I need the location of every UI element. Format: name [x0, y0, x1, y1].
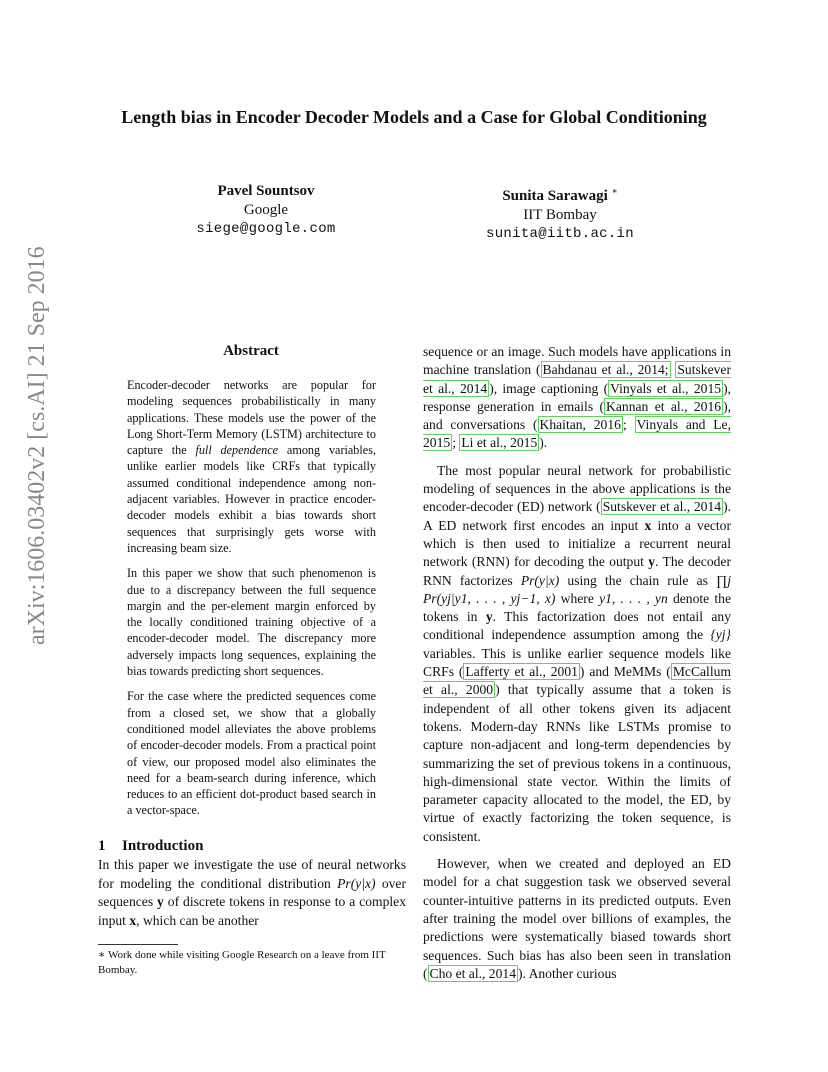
author-email[interactable]: sunita@iitb.ac.in — [486, 226, 634, 242]
section-number: 1 — [98, 838, 106, 854]
body-text: . The decoder RNN factorizes — [423, 554, 731, 588]
citation-link[interactable]: Kannan et al., 2016 — [606, 398, 722, 414]
body-text: . This factorization does not entail any conditional independence assumption among the — [423, 609, 731, 643]
citation-link[interactable]: Khaitan, 2016 — [539, 417, 621, 433]
math-symbol: x — [644, 517, 652, 533]
body-text: ) and MeMMs ( — [579, 664, 671, 680]
citation-link[interactable]: Vinyals and Le, 2015 — [423, 417, 731, 451]
math-symbol: y — [485, 609, 493, 625]
citation-link[interactable]: Vinyals et al., 2015 — [610, 380, 722, 396]
section-heading — [98, 836, 203, 856]
abstract-heading: Abstract — [223, 343, 279, 359]
arxiv-stamp-text: arXiv:1606.03402v2 [cs.AI] 21 Sep 2016 — [24, 246, 50, 645]
author-email[interactable]: siege@google.com — [196, 221, 336, 237]
math-expression: Pr(y|x) — [337, 875, 376, 891]
author-name-line — [460, 182, 660, 206]
right-paragraph-2 — [423, 462, 731, 846]
citation-link[interactable]: Sutskever et al., 2014 — [423, 362, 731, 396]
body-text: However, when we created and deployed an ED model for a chat suggestion task we observed several counter-intuitive patterns in its predicted outputs. Even after training the model over billions of examples, the predictions were systematically biased towards short sequences. Such bias has also been seen in translation ( — [423, 856, 731, 981]
intro-text: , which can be another — [136, 913, 259, 929]
body-text: ; — [452, 435, 460, 451]
right-paragraph-1 — [423, 343, 731, 453]
body-text: variables. This is unlike earlier sequence models like CRFs ( — [423, 645, 731, 680]
right-paragraph-3 — [423, 855, 731, 983]
author-name: Sunita Sarawagi — [502, 188, 608, 204]
abstract-text: Encoder-decoder networks are popular for modeling sequences probabilistically in many applications. These models use the power of the Long Short-Term Memory (LSTM) architecture to capture the — [127, 378, 376, 458]
body-text: where — [555, 590, 600, 606]
citation-link[interactable]: Lafferty et al., 2001 — [465, 664, 578, 680]
intro-text: In this paper we investigate the use of neural networks for modeling the conditional distribution — [98, 857, 406, 891]
intro-text: of discrete tokens in response to a complex input — [98, 894, 406, 929]
footnote: ∗ Work done while visiting Google Research on a leave from IIT Bombay. — [98, 949, 386, 976]
author-affiliation: IIT Bombay — [523, 207, 597, 223]
author-block-2 — [460, 182, 660, 244]
footnote-divider — [98, 944, 178, 945]
footnote-mark: ∗ — [611, 186, 618, 196]
body-text: sequence or an image. Such models have applications in machine translation ( — [423, 344, 731, 378]
citation-link[interactable]: Bahdanau et al., 2014; — [542, 362, 669, 378]
math-expression: ∏j Pr(yj|y1, . . . , yj−1, x) — [423, 572, 732, 606]
body-text: ), and conversations ( — [423, 398, 731, 433]
body-text: denote the tokens in — [423, 590, 731, 625]
body-text: The most popular neural network for probabilistic modeling of sequences in the above applications is the encoder-decoder (ED) network ( — [423, 462, 731, 515]
math-symbol: x — [129, 913, 137, 929]
abstract-emphasis: full dependence — [195, 443, 279, 458]
paper-title: Length bias in Encoder Decoder Models and a Case for Global Conditioning — [121, 107, 707, 127]
abstract — [127, 377, 376, 828]
math-symbol: y — [157, 894, 164, 910]
body-text: using the chain rule as — [559, 572, 717, 588]
body-text: ). Another curious — [518, 965, 617, 981]
body-text: ; — [622, 417, 635, 433]
citation-link[interactable]: Li et al., 2015 — [461, 435, 538, 451]
abstract-text: among variables, unlike earlier models like CRFs that typically assumed conditional independence among non-adjacent variables. However in practice encoder-decoder models exhibit a bias towards short sequences that surprisingly gets worse with increasing beam size. — [127, 443, 376, 555]
abstract-paragraph-2: In this paper we show that such phenomenon is due to a discrepancy between the full sequence margin and the per-element margin enforced by the locally conditioned training objective of a encoder-decoder model. The discrepancy more adversely impacts long sequences, explaining the bias towards predicting short sequences. — [127, 566, 376, 679]
author-name: Pavel Sountsov — [217, 183, 315, 199]
right-column — [423, 343, 731, 992]
section-title: Introduction — [122, 838, 204, 854]
body-text: ) that typically assume that a token is independent of all other tokens given its adjacent tokens. Modern-day RNNs like LSTMs promise to capture non-adjacent and long-term dependencies by summarizing the set of previous tokens in a continuous, high-dimensional state vector. Within the limits of parameter capacity allocated to the model, the ED, by virtue of exactly factorizing the token sequence, is consistent. — [423, 682, 732, 844]
body-text: ), response generation in emails ( — [423, 380, 731, 414]
citation-link[interactable]: Sutskever et al., 2014 — [602, 499, 722, 515]
math-symbol: y — [648, 554, 656, 570]
body-text: into a vector which is then used to initialize a recurrent neural network (RNN) for decoding the output — [423, 517, 732, 570]
author-block-1 — [186, 182, 346, 239]
math-expression: {yj} — [710, 627, 731, 643]
body-text: ). — [539, 435, 548, 451]
citation-link[interactable]: Cho et al., 2014 — [429, 965, 516, 981]
citation-link[interactable]: McCallum et al., 2000 — [423, 664, 731, 698]
body-text: ), image captioning ( — [489, 380, 609, 396]
author-affiliation: Google — [243, 202, 289, 218]
intro-paragraph — [98, 856, 406, 931]
abstract-paragraph-1 — [127, 377, 376, 556]
math-expression: y1, . . . , yn — [599, 590, 668, 606]
abstract-paragraph-3: For the case where the predicted sequences come from a closed set, we show that a globally conditioned model alleviates the above problems of encoder-decoder models. From a practical point of view, our proposed model also eliminates the need for a beam-search during inference, which reduces to an efficient dot-product based search in a vector-space. — [127, 689, 376, 818]
arxiv-stamp — [22, 246, 52, 645]
intro-text: over sequences — [98, 875, 406, 910]
math-expression: Pr(y|x) — [520, 572, 560, 588]
body-text: ). A ED network first encodes an input — [423, 499, 731, 533]
